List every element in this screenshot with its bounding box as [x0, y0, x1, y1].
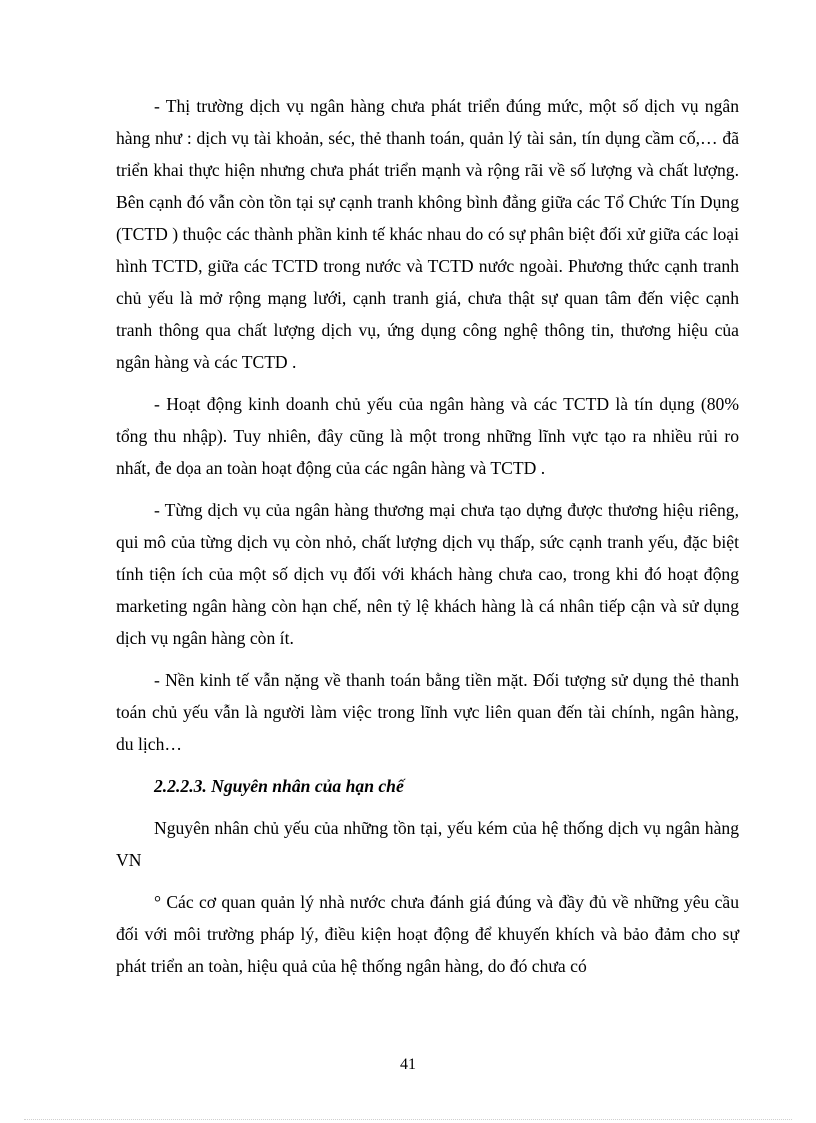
paragraph-market-services: - Thị trường dịch vụ ngân hàng chưa phát triển đúng mức, một số dịch vụ ngân hàng như : dịch vụ tài khoản, séc, thẻ thanh toán, quản lý tài sản, tín dụng cầm cố,… đã triển khai thực hiện nhưng chưa phát triển mạnh và rộng rãi về số lượng và chất lượng. Bên cạnh đó vẫn còn tồn tại sự cạnh tranh không bình đẳng giữa các Tổ Chức Tín Dụng (TCTD ) thuộc các thành phần kinh tế khác nhau do có sự phân biệt đối xử giữa các loại hình TCTD, giữa các TCTD trong nước và TCTD nước ngoài. Phương thức cạnh tranh chủ yếu là mở rộng mạng lưới, cạnh tranh giá, chưa thật sự quan tâm đến việc cạnh tranh thông qua chất lượng dịch vụ, ứng dụng công nghệ thông tin, thương hiệu của ngân hàng và các TCTD . [116, 96, 739, 372]
paragraph-main-causes: Nguyên nhân chủ yếu của những tồn tại, yếu kém của hệ thống dịch vụ ngân hàng VN [116, 818, 739, 870]
page-bottom-divider [24, 1119, 792, 1120]
document-body [116, 90, 739, 992]
paragraph-cash-economy: - Nền kinh tế vẫn nặng về thanh toán bằng tiền mặt. Đối tượng sử dụng thẻ thanh toán chủ yếu vẫn là người làm việc trong lĩnh vực liên quan đến tài chính, ngân hàng, du lịch… [116, 670, 739, 754]
page-number: 41 [400, 1056, 416, 1073]
section-heading: 2.2.2.3. Nguyên nhân của hạn chế [154, 776, 404, 796]
paragraph-service-branding: - Từng dịch vụ của ngân hàng thương mại chưa tạo dựng được thương hiệu riêng, qui mô của từng dịch vụ còn nhỏ, chất lượng dịch vụ thấp, sức cạnh tranh yếu, đặc biệt tính tiện ích của một số dịch vụ đối với khách hàng chưa cao, trong khi đó hoạt động marketing ngân hàng còn hạn chế, nên tỷ lệ khách hàng là cá nhân tiếp cận và sử dụng dịch vụ ngân hàng còn ít. [116, 500, 739, 648]
paragraph-credit-activity: - Hoạt động kinh doanh chủ yếu của ngân hàng và các TCTD là tín dụng (80% tổng thu nhập). Tuy nhiên, đây cũng là một trong những lĩnh vực tạo ra nhiều rủi ro nhất, đe dọa an toàn hoạt động của các ngân hàng và TCTD . [116, 394, 739, 478]
paragraph-state-agencies: ° Các cơ quan quản lý nhà nước chưa đánh giá đúng và đầy đủ về những yêu cầu đối với môi trường pháp lý, điều kiện hoạt động để khuyến khích và bảo đảm cho sự phát triển an toàn, hiệu quả của hệ thống ngân hàng, do đó chưa có [116, 892, 739, 976]
